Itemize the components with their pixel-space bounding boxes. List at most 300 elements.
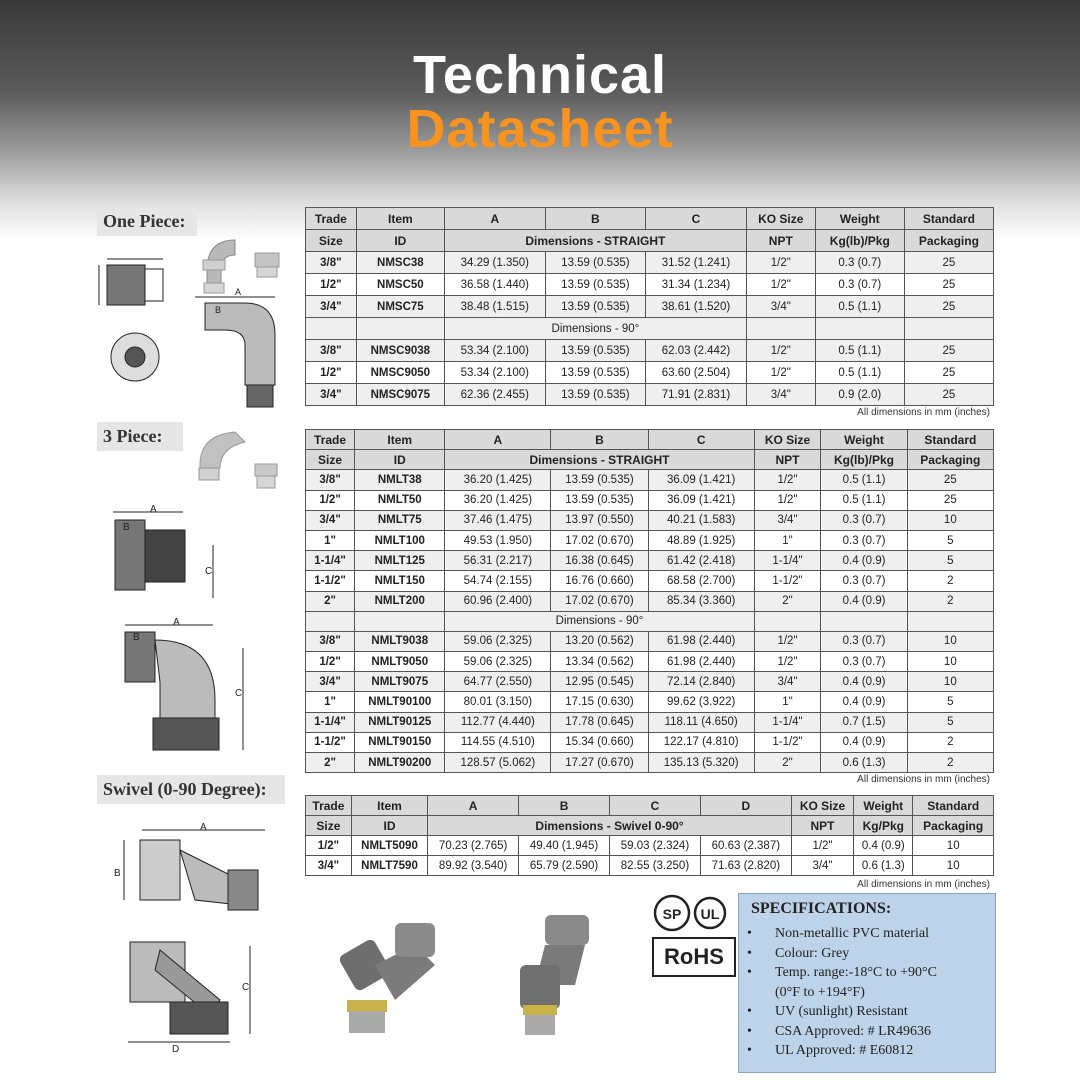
cell-item-id: NMLT9038 [355, 631, 445, 651]
cell-item-id: NMLT38 [355, 470, 445, 490]
table-cell: 0.6 (1.3) [821, 753, 907, 773]
table-cell: 71.91 (2.831) [646, 384, 747, 406]
cell-item-id: NMLT125 [355, 551, 445, 571]
table-subheader-row [306, 230, 994, 252]
table-cell: 40.21 (1.583) [648, 510, 754, 530]
table-cell: 13.59 (0.535) [545, 252, 646, 274]
svg-text:UL: UL [700, 906, 720, 922]
th-a: A [445, 430, 551, 450]
svg-text:B: B [114, 868, 121, 879]
cell-trade-size: 3/8" [306, 470, 355, 490]
cell-item-id: NMSC50 [356, 274, 444, 296]
table-cell: 1-1/2" [754, 571, 821, 591]
table-cell: 36.20 (1.425) [445, 470, 551, 490]
table-cell: 3/4" [746, 296, 815, 318]
table-cell: 0.3 (0.7) [815, 252, 904, 274]
subsection-90: Dimensions - 90° [445, 318, 747, 340]
one-piece-photo-straight [255, 253, 279, 277]
table-cell: 60.96 (2.400) [445, 591, 551, 611]
cell-trade-size: 1-1/2" [306, 571, 355, 591]
table-cell: 1-1/4" [754, 712, 821, 732]
table-cell: 2 [907, 732, 993, 752]
table-swivel [305, 795, 994, 876]
table-row [306, 732, 994, 752]
table-cell: 112.77 (4.440) [445, 712, 551, 732]
table-cell: 25 [904, 340, 993, 362]
cell-item-id: NMLT90125 [355, 712, 445, 732]
cell-trade-size: 1/2" [306, 362, 357, 384]
product-photo-swivel-2 [520, 915, 589, 1035]
th-item: Item [351, 796, 427, 816]
th-npt: NPT [791, 816, 853, 836]
table-cell: 38.61 (1.520) [646, 296, 747, 318]
table-cell: 1/2" [754, 470, 821, 490]
spec-item: • Temp. range:-18°C to +90°C [745, 963, 995, 983]
table-cell: 1" [754, 530, 821, 550]
table-row [306, 571, 994, 591]
spec-item: • Non-metallic PVC material [745, 924, 995, 944]
table-cell: 0.5 (1.1) [821, 490, 907, 510]
th-trade: Trade [306, 796, 352, 816]
spec-item: • Colour: Grey [745, 944, 995, 964]
th-a: A [445, 208, 546, 230]
specifications-box [738, 893, 996, 1073]
table-cell: 70.23 (2.765) [428, 836, 519, 856]
cell-item-id: NMSC9050 [356, 362, 444, 384]
table-cell: 3/4" [746, 384, 815, 406]
table-cell: 0.4 (0.9) [821, 551, 907, 571]
table-note: All dimensions in mm (inches) [857, 879, 990, 890]
cell-trade-size: 1-1/4" [306, 712, 355, 732]
table-cell: 114.55 (4.510) [445, 732, 551, 752]
table-cell: 25 [904, 384, 993, 406]
table-cell: 1" [754, 692, 821, 712]
table-row [306, 470, 994, 490]
cell-trade-size: 1" [306, 692, 355, 712]
th-ko-size: KO Size [746, 208, 815, 230]
th-item: Item [355, 430, 445, 450]
svg-text:C: C [205, 566, 213, 577]
svg-text:C: C [242, 982, 250, 993]
th-item: Item [356, 208, 444, 230]
table-cell: 16.38 (0.645) [551, 551, 648, 571]
spec-item-continued: (0°F to +194°F) [775, 984, 865, 1000]
cell-item-id: NMLT90150 [355, 732, 445, 752]
table-cell: 13.34 (0.562) [551, 652, 648, 672]
section-label-one-piece: One Piece: [97, 207, 197, 236]
swivel-drawing-side [128, 942, 250, 1055]
table-cell: 54.74 (2.155) [445, 571, 551, 591]
table-cell: 53.34 (2.100) [445, 362, 546, 384]
table-cell: 0.3 (0.7) [821, 571, 907, 591]
cell-trade-size: 3/4" [306, 510, 355, 530]
svg-text:SP: SP [662, 906, 682, 922]
table-cell: 3/4" [754, 672, 821, 692]
table-cell: 25 [904, 296, 993, 318]
th-trade: Trade [306, 430, 355, 450]
table-row [306, 384, 994, 406]
cell-item-id: NMLT50 [355, 490, 445, 510]
table-cell: 1/2" [746, 274, 815, 296]
svg-text:B: B [123, 522, 130, 533]
specifications-list [739, 918, 995, 1061]
cell-item-id: NMLT200 [355, 591, 445, 611]
cell-trade-size: 3/4" [306, 384, 357, 406]
th-size: Size [306, 816, 352, 836]
one-piece-drawing-straight [99, 259, 163, 305]
one-piece-drawing-end-view [111, 333, 159, 381]
table-one-piece [305, 207, 994, 406]
th-weight: Weight [815, 208, 904, 230]
cell-item-id: NMLT7590 [351, 856, 427, 876]
table-header-row [306, 796, 994, 816]
swivel-drawings [100, 820, 300, 1060]
swivel-drawing-top [114, 822, 265, 910]
table-cell: 0.3 (0.7) [821, 530, 907, 550]
table-cell: 0.9 (2.0) [815, 384, 904, 406]
spec-item: • UV (sunlight) Resistant [745, 1002, 995, 1022]
th-standard: Standard [907, 430, 993, 450]
table-cell: 48.89 (1.925) [648, 530, 754, 550]
th-kg: Kg(lb)/Pkg [821, 450, 907, 470]
table-cell: 17.02 (0.670) [551, 591, 648, 611]
cell-trade-size: 1/2" [306, 836, 352, 856]
cell-item-id: NMSC9075 [356, 384, 444, 406]
th-id: ID [351, 816, 427, 836]
cell-trade-size: 3/8" [306, 252, 357, 274]
table-cell: 68.58 (2.700) [648, 571, 754, 591]
table-row [306, 692, 994, 712]
table-cell: 0.5 (1.1) [815, 296, 904, 318]
table-cell: 0.3 (0.7) [821, 510, 907, 530]
table-cell: 16.76 (0.660) [551, 571, 648, 591]
table-cell: 2 [907, 571, 993, 591]
table-cell: 62.36 (2.455) [445, 384, 546, 406]
th-dimensions: Dimensions - STRAIGHT [445, 450, 754, 470]
table-cell: 0.4 (0.9) [821, 591, 907, 611]
table-cell: 49.53 (1.950) [445, 530, 551, 550]
table-cell: 80.01 (3.150) [445, 692, 551, 712]
table-row [306, 530, 994, 550]
table-cell: 5 [907, 530, 993, 550]
cell-item-id: NMLT9050 [355, 652, 445, 672]
table-cell: 85.34 (3.360) [648, 591, 754, 611]
table-cell: 1-1/4" [754, 551, 821, 571]
table-cell: 36.09 (1.421) [648, 490, 754, 510]
table-header-row [306, 430, 994, 450]
table-cell: 36.09 (1.421) [648, 470, 754, 490]
table-cell: 31.52 (1.241) [646, 252, 747, 274]
th-kg: Kg/Pkg [854, 816, 913, 836]
table-cell: 25 [907, 490, 993, 510]
th-packaging: Packaging [904, 230, 993, 252]
table-cell: 1/2" [754, 490, 821, 510]
th-d: D [700, 796, 791, 816]
table-cell: 53.34 (2.100) [445, 340, 546, 362]
table-subsection-row [306, 318, 994, 340]
table-row [306, 672, 994, 692]
table-cell: 5 [907, 692, 993, 712]
table-cell: 61.42 (2.418) [648, 551, 754, 571]
cell-item-id: NMLT150 [355, 571, 445, 591]
table-row [306, 631, 994, 651]
one-piece-drawing-elbow [195, 287, 275, 407]
table-cell: 10 [907, 652, 993, 672]
csa-logo [655, 896, 689, 930]
table-cell: 10 [913, 856, 994, 876]
spec-item: • UL Approved: # E60812 [745, 1041, 995, 1061]
table-row [306, 712, 994, 732]
table-cell: 59.03 (2.324) [610, 836, 701, 856]
table-cell: 49.40 (1.945) [519, 836, 610, 856]
specifications-title: SPECIFICATIONS: [751, 900, 892, 917]
title-line-1: Technical [412, 45, 668, 105]
table-cell: 122.17 (4.810) [648, 732, 754, 752]
table-cell: 31.34 (1.234) [646, 274, 747, 296]
table-cell: 10 [907, 510, 993, 530]
cell-item-id: NMSC9038 [356, 340, 444, 362]
svg-text:D: D [172, 1044, 180, 1055]
table-cell: 82.55 (3.250) [610, 856, 701, 876]
table-cell: 1/2" [746, 252, 815, 274]
cell-trade-size: 1-1/4" [306, 551, 355, 571]
table-row [306, 296, 994, 318]
table-cell: 12.95 (0.545) [551, 672, 648, 692]
th-npt: NPT [754, 450, 821, 470]
th-packaging: Packaging [907, 450, 993, 470]
th-kg: Kg(lb)/Pkg [815, 230, 904, 252]
section-label-three-piece: 3 Piece: [97, 422, 183, 451]
cell-trade-size: 1/2" [306, 490, 355, 510]
table-cell: 1-1/2" [754, 732, 821, 752]
table-cell: 13.59 (0.535) [545, 340, 646, 362]
table-cell: 135.13 (5.320) [648, 753, 754, 773]
table-cell: 128.57 (5.062) [445, 753, 551, 773]
cell-trade-size: 1-1/2" [306, 732, 355, 752]
th-id: ID [356, 230, 444, 252]
th-npt: NPT [746, 230, 815, 252]
cell-item-id: NMSC38 [356, 252, 444, 274]
table-cell: 17.15 (0.630) [551, 692, 648, 712]
product-photos [335, 905, 615, 1055]
table-cell: 13.97 (0.550) [551, 510, 648, 530]
table-cell: 10 [907, 631, 993, 651]
table-cell: 5 [907, 712, 993, 732]
table-cell: 38.48 (1.515) [445, 296, 546, 318]
table-three-piece [305, 429, 994, 773]
th-c: C [646, 208, 747, 230]
table-cell: 99.62 (3.922) [648, 692, 754, 712]
svg-text:C: C [235, 688, 243, 699]
table-cell: 62.03 (2.442) [646, 340, 747, 362]
table-note: All dimensions in mm (inches) [857, 407, 990, 418]
th-standard: Standard [904, 208, 993, 230]
table-cell: 0.3 (0.7) [815, 274, 904, 296]
table-row [306, 753, 994, 773]
table-row [306, 490, 994, 510]
three-piece-photo-straight [255, 464, 277, 488]
cell-item-id: NMLT9075 [355, 672, 445, 692]
table-cell: 2 [907, 753, 993, 773]
three-piece-drawing-straight [113, 504, 213, 598]
table-cell: 0.5 (1.1) [821, 470, 907, 490]
table-cell: 59.06 (2.325) [445, 652, 551, 672]
table-cell: 36.58 (1.440) [445, 274, 546, 296]
table-cell: 61.98 (2.440) [648, 631, 754, 651]
table-note: All dimensions in mm (inches) [857, 774, 990, 785]
cell-item-id: NMLT100 [355, 530, 445, 550]
table-cell: 61.98 (2.440) [648, 652, 754, 672]
svg-text:A: A [200, 822, 207, 833]
cell-trade-size: 1" [306, 530, 355, 550]
table-cell: 0.4 (0.9) [821, 672, 907, 692]
th-b: B [551, 430, 648, 450]
cell-trade-size: 1/2" [306, 652, 355, 672]
table-row [306, 836, 994, 856]
table-cell: 13.59 (0.535) [551, 490, 648, 510]
table-cell: 59.06 (2.325) [445, 631, 551, 651]
table-cell: 71.63 (2.820) [700, 856, 791, 876]
th-c: C [648, 430, 754, 450]
cell-trade-size: 1/2" [306, 274, 357, 296]
table-row [306, 340, 994, 362]
table-cell: 118.11 (4.650) [648, 712, 754, 732]
table-cell: 2" [754, 591, 821, 611]
cell-trade-size: 2" [306, 753, 355, 773]
table-cell: 0.5 (1.1) [815, 340, 904, 362]
table-subsection-row [306, 611, 994, 631]
table-cell: 1/2" [754, 652, 821, 672]
svg-text:A: A [173, 617, 180, 628]
table-cell: 1/2" [746, 340, 815, 362]
table-cell: 13.59 (0.535) [545, 362, 646, 384]
ul-logo [695, 898, 725, 928]
subsection-90: Dimensions - 90° [445, 611, 754, 631]
th-standard: Standard [913, 796, 994, 816]
table-cell: 1/2" [791, 836, 853, 856]
th-a: A [428, 796, 519, 816]
table-cell: 64.77 (2.550) [445, 672, 551, 692]
table-cell: 13.59 (0.535) [545, 274, 646, 296]
table-cell: 37.46 (1.475) [445, 510, 551, 530]
table-header-row [306, 208, 994, 230]
table-cell: 17.27 (0.670) [551, 753, 648, 773]
cert-logos [652, 893, 732, 935]
th-size: Size [306, 450, 355, 470]
table-cell: 10 [907, 672, 993, 692]
th-dimensions: Dimensions - Swivel 0-90° [428, 816, 792, 836]
table-cell: 60.63 (2.387) [700, 836, 791, 856]
th-ko-size: KO Size [791, 796, 853, 816]
table-cell: 13.59 (0.535) [545, 384, 646, 406]
three-piece-photo-elbow [199, 432, 245, 480]
section-label-swivel: Swivel (0-90 Degree): [97, 775, 285, 804]
table-cell: 0.4 (0.9) [854, 836, 913, 856]
table-row [306, 362, 994, 384]
table-cell: 0.5 (1.1) [815, 362, 904, 384]
table-cell: 2" [754, 753, 821, 773]
table-cell: 13.20 (0.562) [551, 631, 648, 651]
cell-trade-size: 3/4" [306, 296, 357, 318]
three-piece-drawings [95, 420, 305, 765]
th-dimensions: Dimensions - STRAIGHT [445, 230, 747, 252]
table-cell: 10 [913, 836, 994, 856]
svg-text:A: A [150, 504, 157, 515]
table-row [306, 591, 994, 611]
table-cell: 25 [904, 252, 993, 274]
table-cell: 25 [904, 362, 993, 384]
one-piece-photo-elbow [203, 240, 235, 293]
cell-item-id: NMSC75 [356, 296, 444, 318]
one-piece-drawings [95, 235, 305, 415]
table-row [306, 274, 994, 296]
rohs-badge: RoHS [652, 937, 736, 977]
table-cell: 17.02 (0.670) [551, 530, 648, 550]
table-cell: 0.3 (0.7) [821, 652, 907, 672]
table-cell: 3/4" [791, 856, 853, 876]
th-id: ID [355, 450, 445, 470]
table-cell: 56.31 (2.217) [445, 551, 551, 571]
table-cell: 89.92 (3.540) [428, 856, 519, 876]
table-cell: 34.29 (1.350) [445, 252, 546, 274]
th-b: B [545, 208, 646, 230]
cell-trade-size: 3/4" [306, 856, 352, 876]
cell-trade-size: 2" [306, 591, 355, 611]
cell-trade-size: 3/8" [306, 340, 357, 362]
table-cell: 65.79 (2.590) [519, 856, 610, 876]
table-row [306, 856, 994, 876]
dim-label-a: A [235, 287, 242, 297]
table-subheader-row [306, 450, 994, 470]
table-cell: 17.78 (0.645) [551, 712, 648, 732]
th-packaging: Packaging [913, 816, 994, 836]
table-cell: 3/4" [754, 510, 821, 530]
table-cell: 0.4 (0.9) [821, 732, 907, 752]
table-cell: 0.3 (0.7) [821, 631, 907, 651]
table-cell: 0.4 (0.9) [821, 692, 907, 712]
th-weight: Weight [821, 430, 907, 450]
table-cell: 63.60 (2.504) [646, 362, 747, 384]
cell-trade-size: 3/8" [306, 631, 355, 651]
th-trade: Trade [306, 208, 357, 230]
page-title [0, 45, 1080, 159]
table-cell: 25 [907, 470, 993, 490]
table-cell: 0.7 (1.5) [821, 712, 907, 732]
th-ko-size: KO Size [754, 430, 821, 450]
table-cell: 2 [907, 591, 993, 611]
three-piece-drawing-elbow [125, 617, 243, 750]
table-row [306, 551, 994, 571]
svg-text:B: B [215, 305, 222, 315]
table-cell: 5 [907, 551, 993, 571]
table-cell: 15.34 (0.660) [551, 732, 648, 752]
spec-item: • CSA Approved: # LR49636 [745, 1022, 995, 1042]
table-subheader-row [306, 816, 994, 836]
table-cell: 0.6 (1.3) [854, 856, 913, 876]
table-cell: 13.59 (0.535) [545, 296, 646, 318]
title-line-2: Datasheet [406, 99, 674, 159]
cell-item-id: NMLT90100 [355, 692, 445, 712]
table-cell: 1/2" [754, 631, 821, 651]
table-row [306, 252, 994, 274]
cell-trade-size: 3/4" [306, 672, 355, 692]
table-cell: 13.59 (0.535) [551, 470, 648, 490]
product-photo-swivel-1 [338, 923, 435, 1033]
th-size: Size [306, 230, 357, 252]
table-row [306, 652, 994, 672]
cell-item-id: NMLT75 [355, 510, 445, 530]
table-cell: 1/2" [746, 362, 815, 384]
